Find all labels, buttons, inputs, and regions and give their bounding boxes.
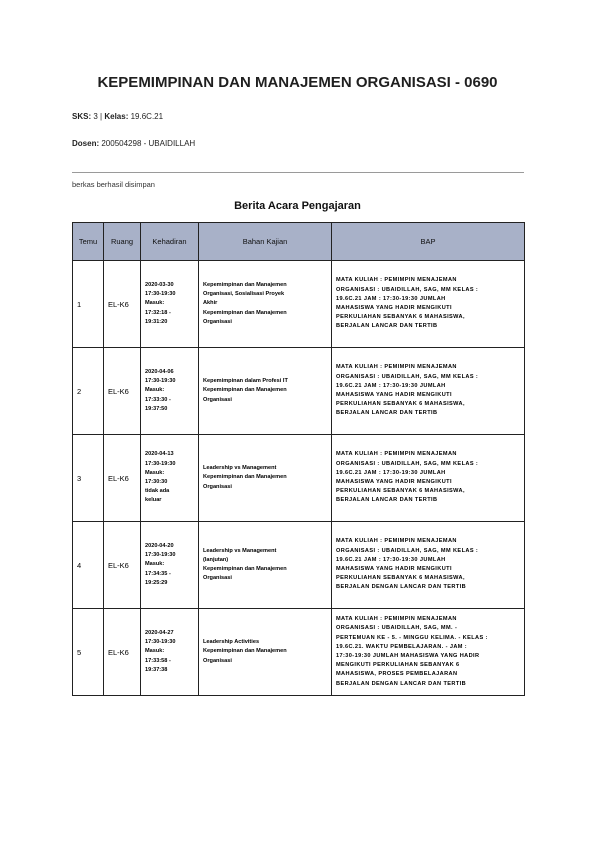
bap-cell-line: MAHASISWA YANG HADIR MENGIKUTI xyxy=(336,479,452,485)
bap-cell-line: MAHASISWA YANG HADIR MENGIKUTI xyxy=(336,566,452,572)
ruang-cell: EL-K6 xyxy=(104,348,141,435)
bap-cell xyxy=(332,522,525,609)
bahan-kajian-cell-line: Organisasi xyxy=(203,318,232,325)
kehadiran-cell-line: 19:25:29 xyxy=(145,579,168,586)
kehadiran-cell xyxy=(141,261,199,348)
kehadiran-cell-line: 17:30-19:30 xyxy=(145,639,176,646)
bahan-kajian-cell-line: Kepemimpinan dan Manajemen xyxy=(203,566,287,572)
bahan-kajian-cell xyxy=(199,348,332,435)
bap-table xyxy=(72,222,525,696)
bap-cell-line: ORGANISASI : UBAIDILLAH, SAG, MM KELAS : xyxy=(336,547,479,554)
kehadiran-cell-line: 2020-03-30 xyxy=(145,281,174,288)
kehadiran-cell-line: 19:31:20 xyxy=(145,318,168,325)
bap-cell xyxy=(332,609,525,696)
bap-cell-line: PERTEMUAN KE - 5. - MINGGU KELIMA. - KELAS : xyxy=(336,634,488,641)
kehadiran-cell-line: Masuk: xyxy=(145,469,165,476)
bap-cell-line: ORGANISASI : UBAIDILLAH, SAG, MM KELAS : xyxy=(336,373,479,380)
bahan-kajian-cell-line: Kepemimpinan dan Manajemen xyxy=(203,281,287,288)
bahan-kajian-cell xyxy=(199,435,332,522)
temu-cell: 1 xyxy=(73,261,104,348)
kehadiran-cell-line: 19:37:50 xyxy=(145,405,168,412)
bahan-kajian-cell xyxy=(199,609,332,696)
meta-separator: | xyxy=(100,112,103,121)
table-row xyxy=(73,348,525,435)
ruang-cell: EL-K6 xyxy=(104,435,141,522)
bap-cell xyxy=(332,261,525,348)
kehadiran-cell-line: 17:30-19:30 xyxy=(145,460,176,467)
bap-cell-line: MATA KULIAH : PEMIMPIN MENAJEMAN xyxy=(336,364,457,371)
kehadiran-cell-line: tidak ada xyxy=(145,488,170,495)
sks-value: 3 xyxy=(93,112,98,121)
bap-cell-line: PERKULIAHAN SEBANYAK 6 MAHASISWA, xyxy=(336,401,465,408)
bap-cell-line: PERKULIAHAN SEBANYAK 6 MAHASISWA, xyxy=(336,314,465,321)
bap-cell-line: BERJALAN LANCAR DAN TERTIB xyxy=(336,323,438,330)
temu-cell: 2 xyxy=(73,348,104,435)
kehadiran-cell-line: 17:33:30 - xyxy=(145,396,171,403)
sks-label: SKS: xyxy=(72,112,92,121)
bap-cell-line: MATA KULIAH : PEMIMPIN MENAJEMAN xyxy=(336,616,457,623)
kehadiran-cell-line: 17:30-19:30 xyxy=(145,378,176,385)
dosen-value: 200504298 - UBAIDILLAH xyxy=(101,139,196,148)
kehadiran-cell-line: 17:33:58 - xyxy=(145,657,171,664)
temu-cell: 4 xyxy=(73,522,104,609)
bap-cell-line: MAHASISWA, PROSES PEMBELAJARAN xyxy=(336,671,458,678)
divider xyxy=(72,172,524,173)
bap-cell-line: 17:30-19:30 JUMLAH MAHASISWA YANG HADIR xyxy=(336,653,480,659)
header-bahan-kajian: Bahan Kajian xyxy=(199,223,332,261)
kehadiran-cell-line: 17:30-19:30 xyxy=(145,291,176,298)
bap-cell-line: BERJALAN LANCAR DAN TERTIB xyxy=(336,497,438,504)
header-temu: Temu xyxy=(73,223,104,261)
bap-cell-line: 19.6C.21. WAKTU PEMBELAJARAN. - JAM : xyxy=(336,643,468,650)
status-message: berkas berhasil disimpan xyxy=(72,180,155,189)
table-row xyxy=(73,522,525,609)
bap-cell-line: ORGANISASI : UBAIDILLAH, SAG, MM. - xyxy=(336,625,458,632)
bap-cell-line: BERJALAN DENGAN LANCAR DAN TERTIB xyxy=(336,584,467,591)
bahan-kajian-cell-line: Organisasi, Sosialisasi Proyek xyxy=(203,291,285,298)
bahan-kajian-cell-line: Kepemimpinan dan Manajemen xyxy=(203,648,287,655)
kehadiran-cell-line: Masuk: xyxy=(145,561,165,568)
bahan-kajian-cell-line: Organisasi xyxy=(203,396,232,403)
bap-cell xyxy=(332,435,525,522)
kehadiran-cell xyxy=(141,348,199,435)
bap-cell-line: BERJALAN LANCAR DAN TERTIB xyxy=(336,410,438,417)
kehadiran-cell-line: keluar xyxy=(145,497,162,504)
lecturer-meta xyxy=(72,139,195,148)
table-header-row xyxy=(73,223,525,261)
section-title: Berita Acara Pengajaran xyxy=(234,200,361,212)
bap-cell-line: ORGANISASI : UBAIDILLAH, SAG, MM KELAS : xyxy=(336,286,479,293)
bap-cell-line: ORGANISASI : UBAIDILLAH, SAG, MM KELAS : xyxy=(336,460,479,467)
bahan-kajian-cell-line: Kepemimpinan dalam Profesi IT xyxy=(203,378,288,385)
bap-cell-line: MATA KULIAH : PEMIMPIN MENAJEMAN xyxy=(336,277,457,284)
bap-cell-line: MATA KULIAH : PEMIMPIN MENAJEMAN xyxy=(336,538,457,545)
kehadiran-cell-line: 2020-04-06 xyxy=(145,368,174,375)
table-row xyxy=(73,261,525,348)
bahan-kajian-cell xyxy=(199,261,332,348)
bap-cell-line: MAHASISWA YANG HADIR MENGIKUTI xyxy=(336,392,452,398)
bahan-kajian-cell-line: Organisasi xyxy=(203,483,232,490)
bap-cell-line: 19.6C.21 JAM : 17:30-19:30 JUMLAH xyxy=(336,556,446,563)
bap-cell-line: MENGIKUTI PERKULIAHAN SEBANYAK 6 xyxy=(336,662,460,669)
header-ruang: Ruang xyxy=(104,223,141,261)
bahan-kajian-cell xyxy=(199,522,332,609)
ruang-cell: EL-K6 xyxy=(104,261,141,348)
ruang-cell: EL-K6 xyxy=(104,609,141,696)
bahan-kajian-cell-line: Leadership vs Management xyxy=(203,465,277,472)
bahan-kajian-cell-line: Kepemimpinan dan Manajemen xyxy=(203,309,287,316)
ruang-cell: EL-K6 xyxy=(104,522,141,609)
kehadiran-cell-line: 2020-04-20 xyxy=(145,542,174,549)
bahan-kajian-cell-line: Kepemimpinan dan Manajemen xyxy=(203,387,287,394)
bap-cell-line: 19.6C.21 JAM : 17:30-19:30 JUMLAH xyxy=(336,295,446,302)
temu-cell: 3 xyxy=(73,435,104,522)
bap-cell-line: BERJALAN DENGAN LANCAR DAN TERTIB xyxy=(336,680,467,687)
bap-cell xyxy=(332,348,525,435)
kehadiran-cell-line: 17:32:18 - xyxy=(145,309,171,316)
page-title: KEPEMIMPINAN DAN MANAJEMEN ORGANISASI - 0690 xyxy=(97,74,498,91)
kehadiran-cell-line: 2020-04-27 xyxy=(145,629,174,636)
kehadiran-cell-line: 19:37:38 xyxy=(145,666,168,673)
kehadiran-cell-line: 2020-04-13 xyxy=(145,451,174,458)
kehadiran-cell-line: 17:34:35 - xyxy=(145,570,171,577)
bahan-kajian-cell-line: Leadership vs Management xyxy=(203,547,277,554)
kehadiran-cell xyxy=(141,435,199,522)
kehadiran-cell-line: 17:30-19:30 xyxy=(145,552,176,559)
bahan-kajian-cell-line: Leadership Activities xyxy=(203,639,260,646)
temu-cell: 5 xyxy=(73,609,104,696)
dosen-label: Dosen: xyxy=(72,139,100,148)
bap-cell-line: 19.6C.21 JAM : 17:30-19:30 JUMLAH xyxy=(336,382,446,389)
kelas-value: 19.6C.21 xyxy=(130,112,164,121)
kehadiran-cell-line: 17:30:30 xyxy=(145,479,168,485)
bap-cell-line: MAHASISWA YANG HADIR MENGIKUTI xyxy=(336,305,452,311)
table-row xyxy=(73,609,525,696)
bahan-kajian-cell-line: (lanjutan) xyxy=(203,556,229,563)
header-bap: BAP xyxy=(332,223,525,261)
course-meta xyxy=(72,112,163,121)
kehadiran-cell xyxy=(141,522,199,609)
kehadiran-cell-line: Masuk: xyxy=(145,387,165,394)
bap-cell-line: PERKULIAHAN SEBANYAK 6 MAHASISWA, xyxy=(336,488,465,495)
bahan-kajian-cell-line: Organisasi xyxy=(203,575,232,582)
bahan-kajian-cell-line: Organisasi xyxy=(203,657,232,664)
bahan-kajian-cell-line: Akhir xyxy=(203,300,218,307)
kelas-label: Kelas: xyxy=(104,112,129,121)
bap-cell-line: 19.6C.21 JAM : 17:30-19:30 JUMLAH xyxy=(336,469,446,476)
bap-cell-line: PERKULIAHAN SEBANYAK 6 MAHASISWA, xyxy=(336,575,465,582)
bahan-kajian-cell-line: Kepemimpinan dan Manajemen xyxy=(203,474,287,481)
table-row xyxy=(73,435,525,522)
bap-cell-line: MATA KULIAH : PEMIMPIN MENAJEMAN xyxy=(336,451,457,458)
kehadiran-cell-line: Masuk: xyxy=(145,300,165,307)
header-kehadiran: Kehadiran xyxy=(141,223,199,261)
kehadiran-cell xyxy=(141,609,199,696)
kehadiran-cell-line: Masuk: xyxy=(145,648,165,655)
